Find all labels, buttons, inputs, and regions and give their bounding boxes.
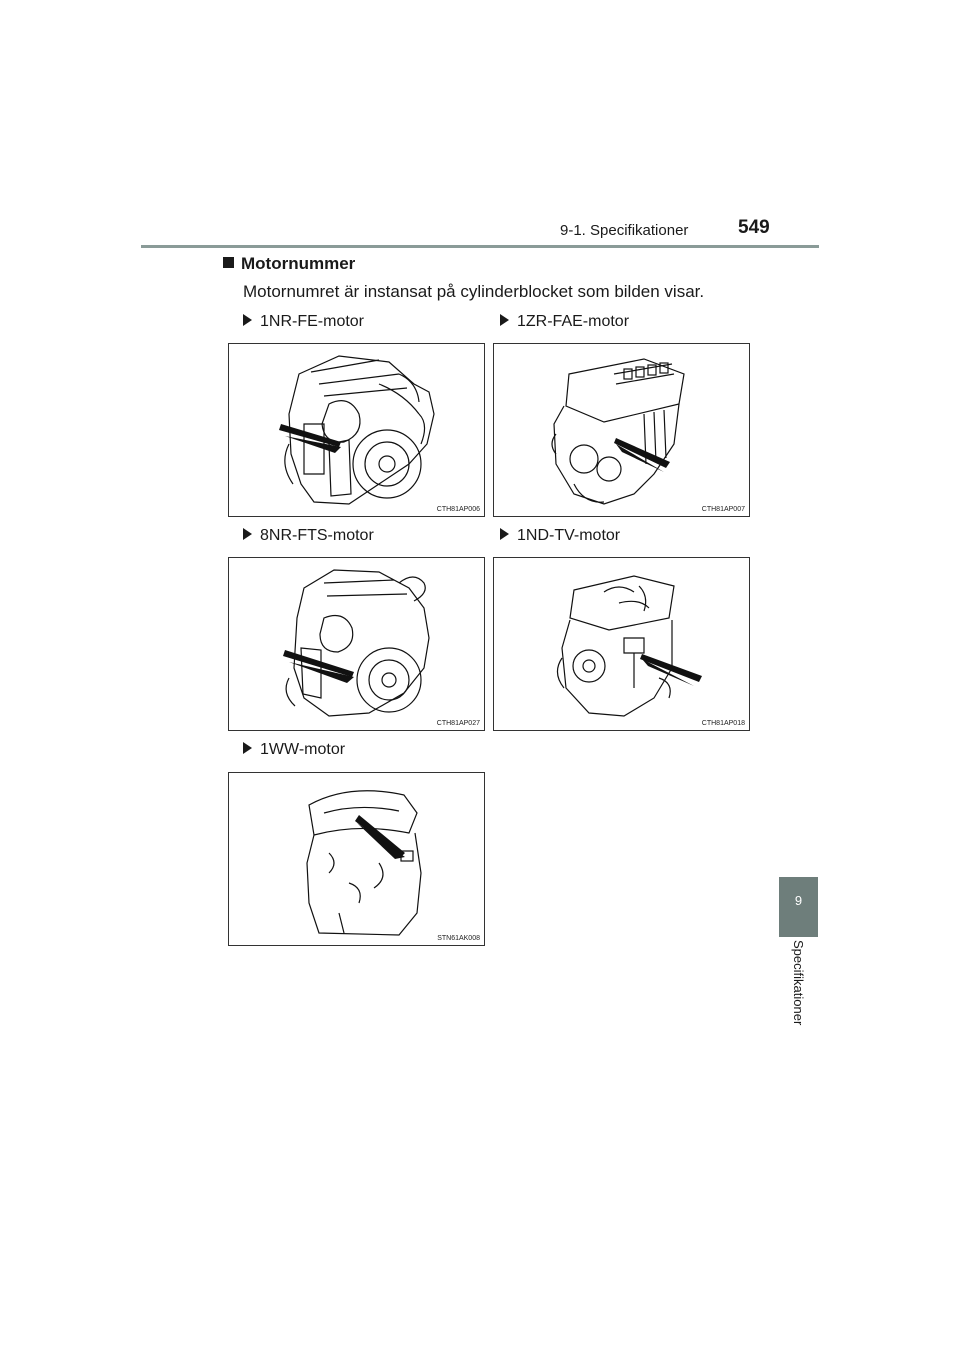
caption-text: 1ZR-FAE-motor xyxy=(517,313,630,330)
engine-illustration-1nd xyxy=(493,557,750,731)
caption-text: 8NR-FTS-motor xyxy=(260,527,374,544)
figure-code: CTH81AP006 xyxy=(436,506,480,513)
triangle-bullet-icon xyxy=(243,314,252,326)
figure-caption-1zr xyxy=(500,313,629,331)
chapter-label-wrap xyxy=(779,940,818,1050)
heading-text: Motornummer xyxy=(241,254,356,273)
caption-text: 1WW-motor xyxy=(260,741,346,758)
engine-drawing-1ww xyxy=(229,773,486,947)
figure-caption-1nd xyxy=(500,527,620,545)
engine-drawing-1nr xyxy=(229,344,486,518)
figure-caption-1ww xyxy=(243,741,345,759)
figure-code: CTH81AP018 xyxy=(701,720,745,727)
triangle-bullet-icon xyxy=(243,528,252,540)
engine-drawing-1zr xyxy=(494,344,751,518)
engine-illustration-1zr xyxy=(493,343,750,517)
chapter-tab-number: 9 xyxy=(794,893,803,908)
triangle-bullet-icon xyxy=(500,528,509,540)
figure-code: CTH81AP027 xyxy=(436,720,480,727)
header-rule xyxy=(141,245,819,248)
caption-text: 1NR-FE-motor xyxy=(260,313,365,330)
section-label: 9-1. Specifikationer xyxy=(560,222,689,239)
intro-text: Motornumret är instansat på cylinderblocket som bilden visar. xyxy=(243,282,705,301)
triangle-bullet-icon xyxy=(500,314,509,326)
figure-code: CTH81AP007 xyxy=(701,506,745,513)
caption-text: 1ND-TV-motor xyxy=(517,527,621,544)
engine-illustration-1nr xyxy=(228,343,485,517)
chapter-label: Specifikationer xyxy=(791,940,806,1026)
figure-code: STN61AK008 xyxy=(437,935,480,942)
figure-caption-8nr xyxy=(243,527,374,545)
section-heading xyxy=(223,254,355,274)
figure-caption-1nr xyxy=(243,313,364,331)
engine-drawing-1nd xyxy=(494,558,751,732)
engine-illustration-8nr xyxy=(228,557,485,731)
engine-drawing-8nr xyxy=(229,558,486,732)
square-bullet-icon xyxy=(223,257,234,268)
page-number: 549 xyxy=(738,217,770,238)
triangle-bullet-icon xyxy=(243,742,252,754)
engine-illustration-1ww xyxy=(228,772,485,946)
